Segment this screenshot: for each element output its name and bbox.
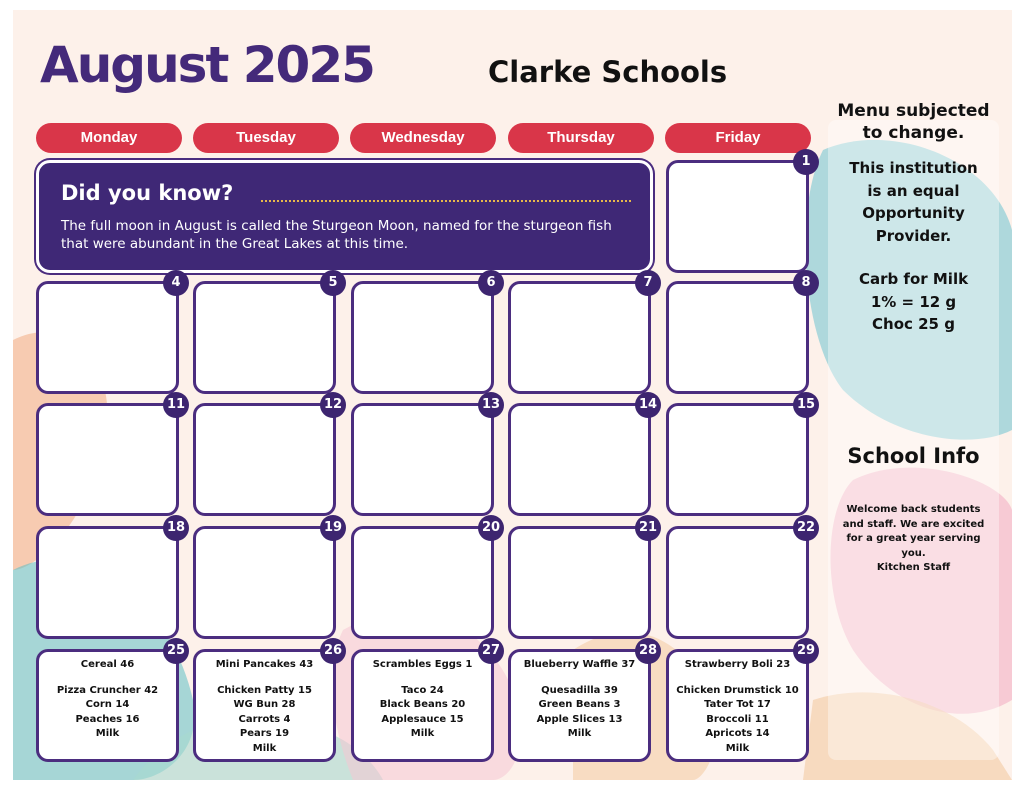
weekday-header-monday: Monday	[36, 123, 182, 153]
day-number-badge: 7	[635, 270, 661, 296]
day-number-badge: 20	[478, 515, 504, 541]
day-cell-21	[508, 520, 658, 639]
did-you-know-title: Did you know?	[61, 181, 234, 205]
lunch-menu-item: Pizza Cruncher 42	[56, 684, 159, 696]
lunch-menu-item: Corn 14	[85, 699, 130, 710]
menu-spacer	[354, 673, 491, 684]
dotted-divider	[261, 200, 631, 202]
lunch-menu-item: Milk	[252, 742, 277, 754]
lunch-menu-item: Applesauce 15	[381, 713, 464, 725]
did-you-know-banner	[36, 160, 653, 273]
day-number-badge: 11	[163, 392, 189, 418]
day-cell-18	[36, 520, 186, 639]
day-number-badge: 28	[635, 638, 661, 664]
lunch-menu-item: Broccoli 11	[706, 713, 769, 725]
menu-spacer	[669, 673, 806, 684]
day-number-badge: 27	[478, 638, 504, 664]
page-title: August 2025	[40, 36, 374, 94]
menu-spacer	[39, 673, 176, 684]
menu-page	[13, 10, 1012, 780]
breakfast-menu-item: Strawberry Boli 23	[684, 659, 791, 670]
lunch-menu-item: Quesadilla 39	[541, 684, 618, 696]
school-name: Clarke Schools	[488, 55, 728, 89]
day-cell-8	[666, 275, 811, 394]
day-number-badge: 8	[793, 270, 819, 296]
lunch-menu-item: Peaches 16	[75, 713, 140, 725]
lunch-menu-item: Apple Slices 13	[536, 713, 623, 725]
breakfast-menu-item: Blueberry Waffle 37	[523, 659, 636, 670]
lunch-menu-item: Pears 19	[239, 728, 290, 739]
day-cell-20	[351, 520, 501, 639]
day-number-badge: 26	[320, 638, 346, 664]
day-number-badge: 5	[320, 270, 346, 296]
carb-for-milk-info: Carb for Milk 1% = 12 g Choc 25 g	[858, 270, 969, 333]
menu-spacer	[511, 673, 648, 684]
day-number-badge: 25	[163, 638, 189, 664]
day-cell-25	[36, 643, 186, 762]
day-cell-6	[351, 275, 496, 394]
day-cell-19	[193, 520, 343, 639]
lunch-menu-item: Chicken Patty 15	[217, 684, 312, 696]
lunch-menu-item: Taco 24	[401, 684, 444, 696]
lunch-menu-item: Milk	[725, 742, 750, 754]
lunch-menu-item: Black Beans 20	[379, 699, 466, 710]
day-cell-15	[666, 397, 816, 516]
day-number-badge: 21	[635, 515, 661, 541]
day-cell-4	[36, 275, 181, 394]
weekday-header-wednesday: Wednesday	[350, 123, 496, 153]
day-number-badge: 15	[793, 392, 819, 418]
day-number-badge: 6	[478, 270, 504, 296]
day-number-badge: 13	[478, 392, 504, 418]
day-cell-29	[666, 643, 816, 762]
day-cell-27	[351, 643, 501, 762]
lunch-menu-item: Tater Tot 17	[704, 699, 771, 710]
lunch-menu-item: Milk	[410, 728, 435, 739]
lunch-menu-item: Green Beans 3	[538, 699, 621, 710]
day-cell-12	[193, 397, 343, 516]
day-number-badge: 19	[320, 515, 346, 541]
school-info-text: Welcome back students and staff. We are excited for a great year serving you. Kitchen Staff	[842, 504, 985, 573]
lunch-menu-item: WG Bun 28	[233, 699, 296, 710]
day-cell-13	[351, 397, 501, 516]
day-cell-22	[666, 520, 816, 639]
day-number-badge: 29	[793, 638, 819, 664]
day-cell-26	[193, 643, 343, 762]
lunch-menu-item: Milk	[95, 728, 120, 739]
lunch-menu-item: Milk	[567, 728, 592, 739]
lunch-menu-item: Apricots 14	[705, 728, 770, 739]
menu-change-notice: Menu subjected to change.	[837, 101, 990, 143]
day-cell-28	[508, 643, 658, 762]
day-number-badge: 14	[635, 392, 661, 418]
day-number-badge: 1	[793, 149, 819, 175]
day-cell-7	[508, 275, 653, 394]
breakfast-menu-item: Mini Pancakes 43	[215, 659, 314, 670]
day-cell-5	[193, 275, 338, 394]
lunch-menu-item: Chicken Drumstick 10	[676, 684, 799, 696]
did-you-know-text: The full moon in August is called the Sturgeon Moon, named for the sturgeon fish that were abundant in the Great Lakes at this time.	[61, 218, 612, 252]
day-number-badge: 4	[163, 270, 189, 296]
day-number-badge: 12	[320, 392, 346, 418]
breakfast-menu-item: Cereal 46	[80, 659, 135, 670]
weekday-header-tuesday: Tuesday	[193, 123, 339, 153]
lunch-menu-item: Carrots 4	[238, 713, 291, 725]
menu-spacer	[196, 673, 333, 684]
day-cell-1	[666, 154, 811, 273]
day-number-badge: 22	[793, 515, 819, 541]
breakfast-menu-item: Scrambles Eggs 1	[372, 659, 473, 670]
day-number-badge: 18	[163, 515, 189, 541]
weekday-header-friday: Friday	[665, 123, 811, 153]
day-cell-14	[508, 397, 658, 516]
weekday-header-thursday: Thursday	[508, 123, 654, 153]
school-info-title: School Info	[847, 444, 980, 468]
equal-opportunity-statement: This institution is an equal Opportunity Provider.	[849, 159, 978, 245]
day-cell-11	[36, 397, 186, 516]
